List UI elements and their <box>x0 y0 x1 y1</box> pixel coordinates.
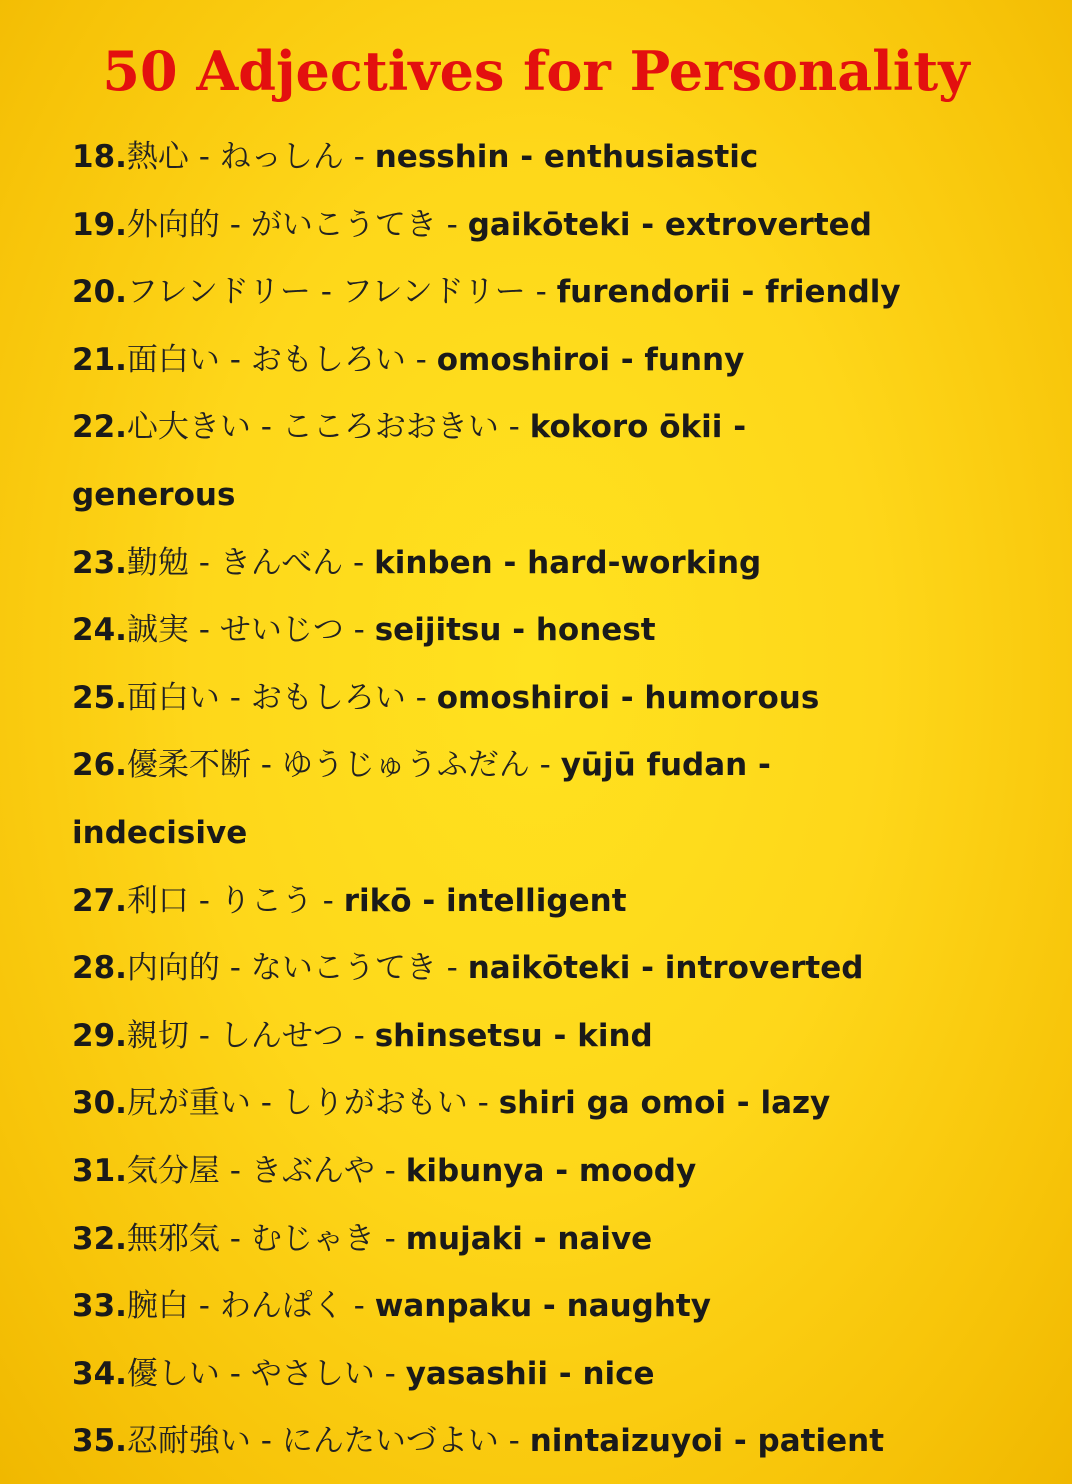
adjective-list <box>72 124 1062 1476</box>
item-japanese: 親切 - しんせつ - <box>126 1017 375 1054</box>
item-number: 22. <box>72 409 127 446</box>
list-item <box>72 124 1062 192</box>
list-item <box>72 935 1062 1003</box>
item-number: 24. <box>72 612 127 649</box>
item-number: 19. <box>72 206 127 243</box>
item-romaji-english: indecisive <box>72 814 248 851</box>
item-number: 33. <box>72 1288 127 1325</box>
item-number: 31. <box>72 1152 127 1189</box>
item-romaji-english: naikōteki - introverted <box>467 950 864 987</box>
item-japanese: 誠実 - せいじつ - <box>126 612 375 649</box>
list-item <box>72 259 1062 327</box>
list-item <box>72 192 1062 260</box>
item-number: 21. <box>72 341 127 378</box>
item-number: 25. <box>72 679 127 716</box>
item-romaji-english: yūjū fudan - <box>560 747 771 784</box>
item-number: 23. <box>72 544 127 581</box>
list-item <box>72 868 1062 936</box>
item-japanese: 心大きい - こころおおきい - <box>126 409 530 446</box>
item-number: 35. <box>72 1423 127 1460</box>
item-number: 27. <box>72 882 127 919</box>
item-number: 28. <box>72 950 127 987</box>
item-japanese: フレンドリー - フレンドリー - <box>126 274 557 311</box>
item-romaji-english: omoshiroi - funny <box>436 341 745 378</box>
item-number: 18. <box>72 139 127 175</box>
item-romaji-english: gaikōteki - extroverted <box>467 206 872 243</box>
item-romaji-english: seijitsu - honest <box>374 612 656 649</box>
item-japanese: 忍耐強い - にんたいづよい - <box>126 1423 530 1460</box>
item-japanese: 勤勉 - きんべん - <box>126 544 375 581</box>
list-item <box>72 1408 1062 1476</box>
item-japanese: 外向的 - がいこうてき - <box>126 206 468 243</box>
item-number: 29. <box>72 1017 127 1054</box>
item-number: 32. <box>72 1220 127 1257</box>
item-japanese: 尻が重い - しりがおもい - <box>126 1085 499 1122</box>
item-romaji-english: generous <box>72 476 236 513</box>
item-number: 34. <box>72 1355 127 1392</box>
list-item <box>72 327 1062 395</box>
item-japanese: 無邪気 - むじゃき - <box>126 1220 406 1257</box>
item-romaji-english: shiri ga omoi - lazy <box>498 1085 831 1122</box>
item-number: 26. <box>72 747 127 784</box>
item-romaji-english: nintaizuyoi - patient <box>529 1423 885 1460</box>
item-japanese: 優しい - やさしい - <box>126 1355 406 1392</box>
item-japanese: 優柔不断 - ゆうじゅうふだん - <box>126 747 561 784</box>
item-romaji-english: furendorii - friendly <box>556 274 901 311</box>
item-romaji-english: rikō - intelligent <box>343 882 627 919</box>
page-title: 50 Adjectives for Personality <box>102 39 970 103</box>
list-item <box>72 1138 1062 1206</box>
list-item <box>72 665 1062 733</box>
item-romaji-english: mujaki - naive <box>405 1220 653 1257</box>
list-item <box>72 732 1062 800</box>
list-item <box>72 1003 1062 1071</box>
item-number: 30. <box>72 1085 127 1122</box>
item-romaji-english: shinsetsu - kind <box>374 1017 653 1054</box>
item-japanese: 面白い - おもしろい - <box>126 679 437 716</box>
list-item <box>72 1273 1062 1341</box>
item-japanese: 熱心 - ねっしん - <box>126 139 375 175</box>
item-japanese: 内向的 - ないこうてき - <box>126 950 468 987</box>
item-romaji-english: yasashii - nice <box>405 1355 655 1392</box>
item-romaji-english: wanpaku - naughty <box>374 1288 711 1325</box>
item-romaji-english: kokoro ōkii - <box>529 409 747 446</box>
item-number: 20. <box>72 274 127 311</box>
item-japanese: 腕白 - わんぱく - <box>126 1288 375 1325</box>
item-romaji-english: nesshin - enthusiastic <box>374 139 759 175</box>
list-item <box>72 1341 1062 1409</box>
item-romaji-english: kibunya - moody <box>405 1152 697 1189</box>
list-item <box>72 530 1062 598</box>
item-romaji-english: kinben - hard-working <box>374 544 762 581</box>
item-japanese: 利口 - りこう - <box>126 882 344 919</box>
list-item <box>72 394 1062 462</box>
item-japanese: 気分屋 - きぶんや - <box>126 1152 406 1189</box>
list-item <box>72 1206 1062 1274</box>
list-item <box>72 597 1062 665</box>
item-japanese: 面白い - おもしろい - <box>126 341 437 378</box>
list-item <box>72 1070 1062 1138</box>
item-romaji-english: omoshiroi - humorous <box>436 679 820 716</box>
list-item-continuation <box>72 800 1062 868</box>
list-item-continuation <box>72 462 1062 530</box>
